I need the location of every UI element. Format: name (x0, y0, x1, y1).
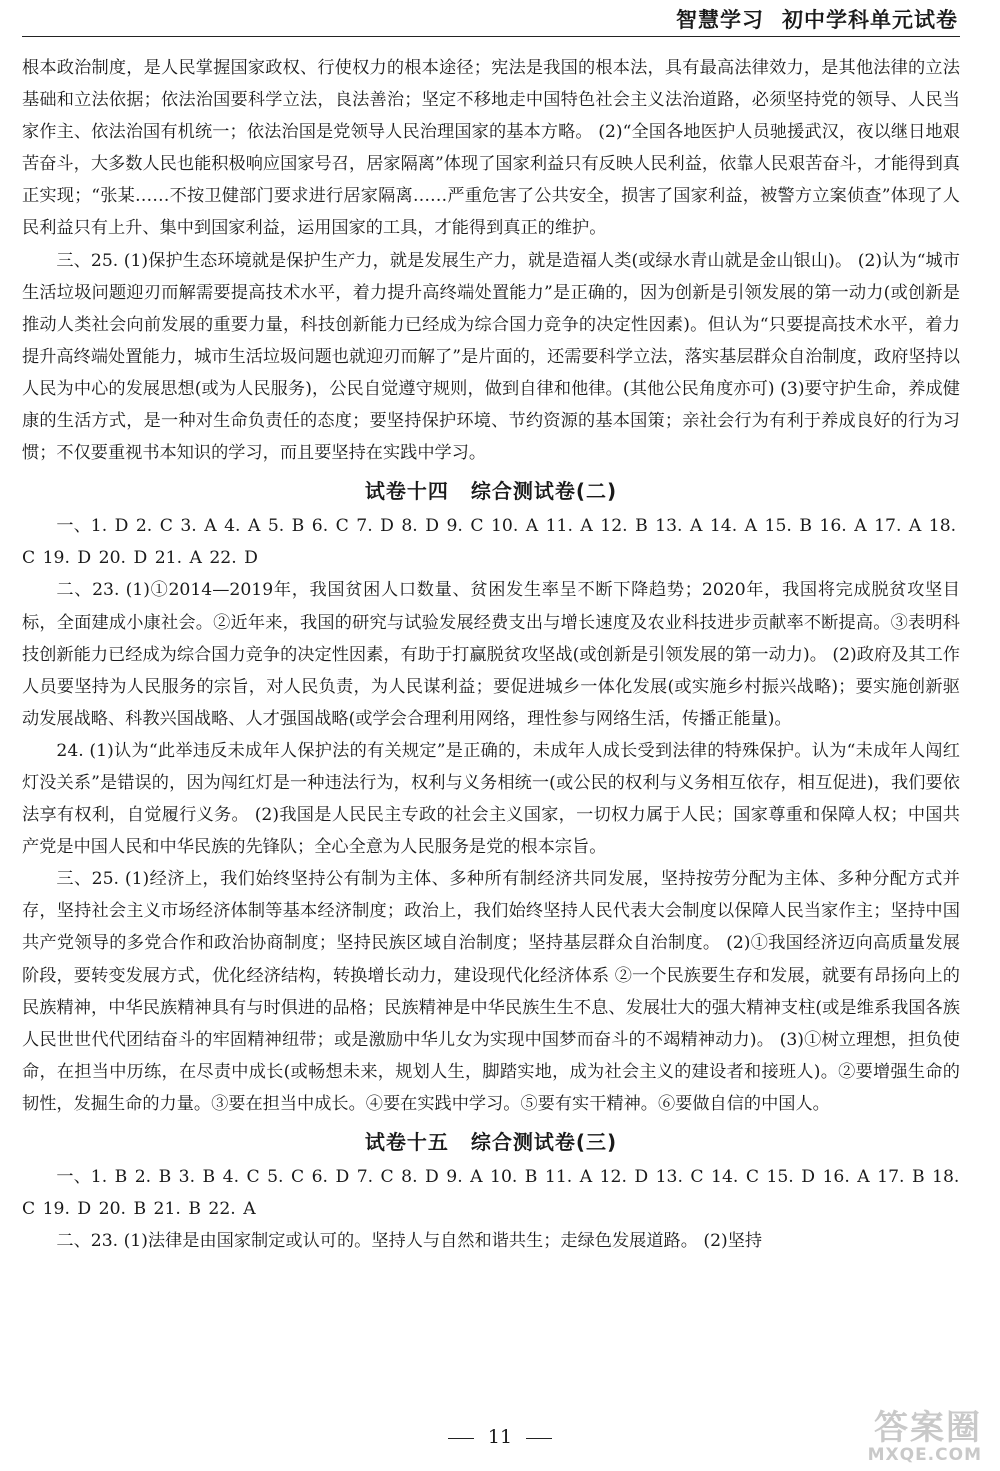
paragraph-14-q23: 二、23. (1)①2014—2019年，我国贫困人口数量、贫困发生率呈不断下降趋势；2020年，我国将完成脱贫攻坚目标，全面建成小康社会。②近年来，我国的研究与试验发展经费支出与增长速度及农业科技进步贡献率不断提高。③表明科技创新能力已经成为综合国力竞争的决定性因素，有助于打赢脱贫攻坚战(或创新是引领发展的第一动力)。 (2)政府及其工作人员要坚持为人民服务的宗旨，对人民负责，为人民谋利益；要促进城乡一体化发展(或实施乡村振兴战略)；要实施创新驱动发展战略、科教兴国战略、人才强国战略(或学会合理利用网络，理性参与网络生活，传播正能量)。 (22, 580, 960, 729)
paragraph-continued: 根本政治制度，是人民掌握国家政权、行使权力的根本途径；宪法是我国的根本法，具有最高法律效力，是其他法律的立法基础和立法依据；依法治国要科学立法，良法善治；坚定不移地走中国特色社会主义法治道路，必须坚持党的领导、人民当家作主、依法治国有机统一；依法治国是党领导人民治理国家的基本方略。 (2)“全国各地医护人员驰援武汉，夜以继日地艰苦奋斗，大多数人民也能积极响应国家号召，居家隔离”体现了国家利益只有反映人民利益，依靠人民艰苦奋斗，才能得到真正实现；“张某……不按卫健部门要求进行居家隔离……严重危害了公共安全，损害了国家利益，被警方立案侦查”体现了人民利益只有上升、集中到国家利益，运用国家的工具，才能得到真正的维护。 (22, 58, 960, 239)
header-brand: 智慧学习 (676, 8, 764, 32)
paragraph-14-q25: 三、25. (1)经济上，我们始终坚持公有制为主体、多种所有制经济共同发展，坚持按劳分配为主体、多种分配方式并存，坚持社会主义市场经济体制等基本经济制度；政治上，我们始终坚持人民代表大会制度以保障人民当家作主；坚持中国共产党领导的多党合作和政治协商制度；坚持民族区域自治制度；坚持基层群众自治制度。 (2)①我国经济迈向高质量发展阶段，要转变发展方式，优化经济结构，转换增长动力，建设现代化经济体系 ②一个民族要生存和发展，就要有昂扬向上的民族精神，中华民族精神具有与时俱进的品格；民族精神是中华民族生生不息、发展壮大的强大精神支柱(或是维系我国各族人民世世代代团结奋斗的牢固精神纽带；或是激励中华儿女为实现中国梦而奋斗的不竭精神动力)。 (3)①树立理想，担负使命，在担当中历练，在尽责中成长(或畅想未来，规划人生，脚踏实地，成为社会主义的建设者和接班人)。②要增强生命的韧性，发掘生命的力量。③要在担当中成长。④要在实践中学习。⑤要有实干精神。⑥要做自信的中国人。 (22, 869, 960, 1114)
watermark (867, 1408, 982, 1465)
watermark-url: MXQE.COM (867, 1445, 982, 1465)
section-title-15 (22, 1126, 960, 1158)
paragraph-15-q23: 二、23. (1)法律是由国家制定或认可的。坚持人与自然和谐共生；走绿色发展道路。 (2)坚持 (56, 1231, 763, 1252)
running-header (676, 4, 958, 34)
page-number-value: 11 (487, 1426, 513, 1448)
page-number-dash-right (526, 1438, 552, 1439)
paragraph-14-q24: 24. (1)认为“此举违反未成年人保护法的有关规定”是正确的，未成年人成长受到法律的特殊保护。认为“未成年人闯红灯没关系”是错误的，因为闯红灯是一种违法行为，权利与义务相统一(或公民的权利与义务相互依存，相互促进)，我们要依法享有权利，自觉履行义务。 (2)我国是人民民主专政的社会主义国家，一切权力属于人民；国家尊重和保障人权；中国共产党是中国人民和中华民族的先锋队；全心全意为人民服务是党的根本宗旨。 (22, 740, 960, 858)
section-14-name: 综合测试卷(二) (470, 479, 618, 504)
answer-content (22, 52, 960, 1257)
section-title-14 (22, 475, 960, 507)
choice-answers-14: 一、1. D 2. C 3. A 4. A 5. B 6. C 7. D 8. D 9. C 10. A 11. A 12. B 13. A 14. A 15. B 16. A 17. A 18. C 19. D 20. D 21. A 22. D (22, 516, 957, 569)
choice-answers-15: 一、1. B 2. B 3. B 4. C 5. C 6. D 7. C 8. D 9. A 10. B 11. A 12. D 13. C 14. C 15. D 16. A 17. B 18. C 19. D 20. B 21. B 22. A (22, 1167, 960, 1220)
page-number (0, 1426, 1000, 1448)
section-15-name: 综合测试卷(三) (470, 1130, 618, 1154)
page-number-dash-left (448, 1438, 474, 1439)
header-series: 初中学科单元试卷 (782, 8, 958, 32)
section-14-number: 试卷十四 (364, 479, 449, 504)
header-rule (22, 36, 960, 37)
section-15-number: 试卷十五 (364, 1130, 449, 1154)
watermark-logo: 答案圈 (874, 1408, 982, 1448)
paragraph-q25: 三、25. (1)保护生态环境就是保护生产力，就是发展生产力，就是造福人类(或绿水青山就是金山银山)。 (2)认为“城市生活垃圾问题迎刃而解需要提高技术水平，着力提升高终端处置能力”是正确的，因为创新是引领发展的第一动力(或创新是推动人类社会向前发展的重要力量，科技创新能力已经成为综合国力竞争的决定性因素)。但认为“只要提高技术水平，着力提升高终端处置能力，城市生活垃圾问题也就迎刃而解了”是片面的，还需要科学立法，落实基层群众自治制度，政府坚持以人民为中心的发展思想(或为人民服务)，公民自觉遵守规则，做到自律和他律。(其他公民角度亦可) (3)要守护生命，养成健康的生活方式，是一种对生命负责任的态度；要坚持保护环境、节约资源的基本国策；亲社会行为有利于养成良好的行为习惯；不仅要重视书本知识的学习，而且要坚持在实践中学习。 (22, 250, 960, 464)
